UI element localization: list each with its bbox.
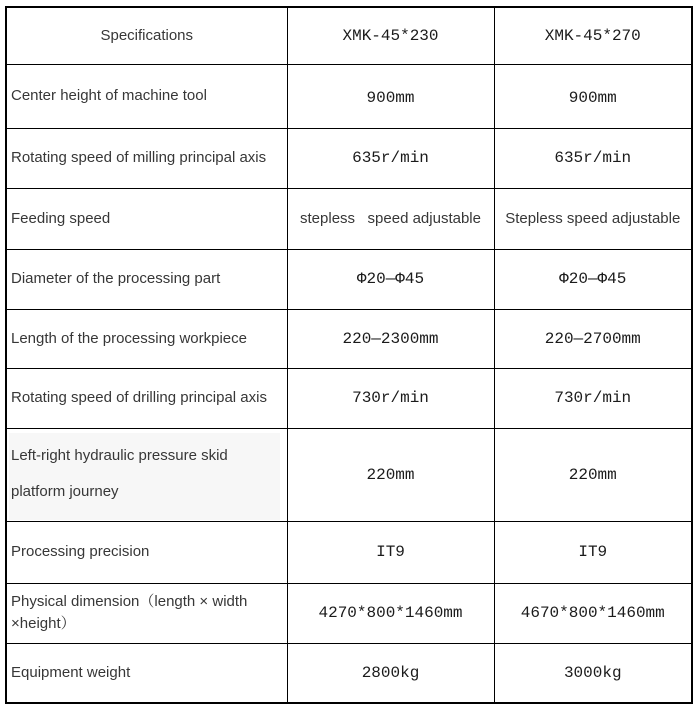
spec-label-milling-speed: Rotating speed of milling principal axis [6,128,287,188]
spec-value-230: 2800kg [287,643,494,703]
spec-label-feeding-speed: Feeding speed [6,188,287,249]
spec-label-center-height: Center height of machine tool [6,64,287,128]
table-row [6,521,692,583]
spec-value-230: Φ20—Φ45 [287,249,494,309]
table-row [6,249,692,309]
spec-value-230: 220—2300mm [287,309,494,368]
header-model-xmk45-230: XMK-45*230 [287,7,494,64]
header-model-xmk45-270: XMK-45*270 [494,7,692,64]
specifications-table [5,6,693,704]
spec-value-270: 635r/min [494,128,692,188]
spec-value-230: 220mm [287,428,494,521]
spec-label-skid-platform [6,428,287,521]
spec-value-230: IT9 [287,521,494,583]
spec-value-270: 220mm [494,428,692,521]
table-row [6,583,692,643]
spec-value-270: 220—2700mm [494,309,692,368]
spec-value-230: stepless speed adjustable [287,188,494,249]
header-specifications: Specifications [6,7,287,64]
spec-label-diameter: Diameter of the processing part [6,249,287,309]
spec-value-270: 900mm [494,64,692,128]
spec-value-270: 4670*800*1460mm [494,583,692,643]
spec-value-230: 900mm [287,64,494,128]
spec-label-equipment-weight: Equipment weight [6,643,287,703]
spec-value-270: 730r/min [494,368,692,428]
table-row [6,643,692,703]
table-header-row [6,7,692,64]
table-row [6,428,692,521]
spec-value-270: 3000kg [494,643,692,703]
spec-value-230: 4270*800*1460mm [287,583,494,643]
spec-label-drilling-speed: Rotating speed of drilling principal axis [6,368,287,428]
table-row [6,64,692,128]
spec-value-230: 635r/min [287,128,494,188]
table-row [6,128,692,188]
spec-value-270: Φ20—Φ45 [494,249,692,309]
spec-value-270: Stepless speed adjustable [494,188,692,249]
spec-label-precision: Processing precision [6,521,287,583]
table-row [6,309,692,368]
spec-label-workpiece-length: Length of the processing workpiece [6,309,287,368]
spec-value-270: IT9 [494,521,692,583]
highlighted-label-text: Left-right hydraulic pressure skid platform journey [9,433,280,520]
table-row [6,188,692,249]
table-row [6,368,692,428]
spec-value-230: 730r/min [287,368,494,428]
spec-label-physical-dimension: Physical dimension（length × width ×height） [6,583,287,643]
